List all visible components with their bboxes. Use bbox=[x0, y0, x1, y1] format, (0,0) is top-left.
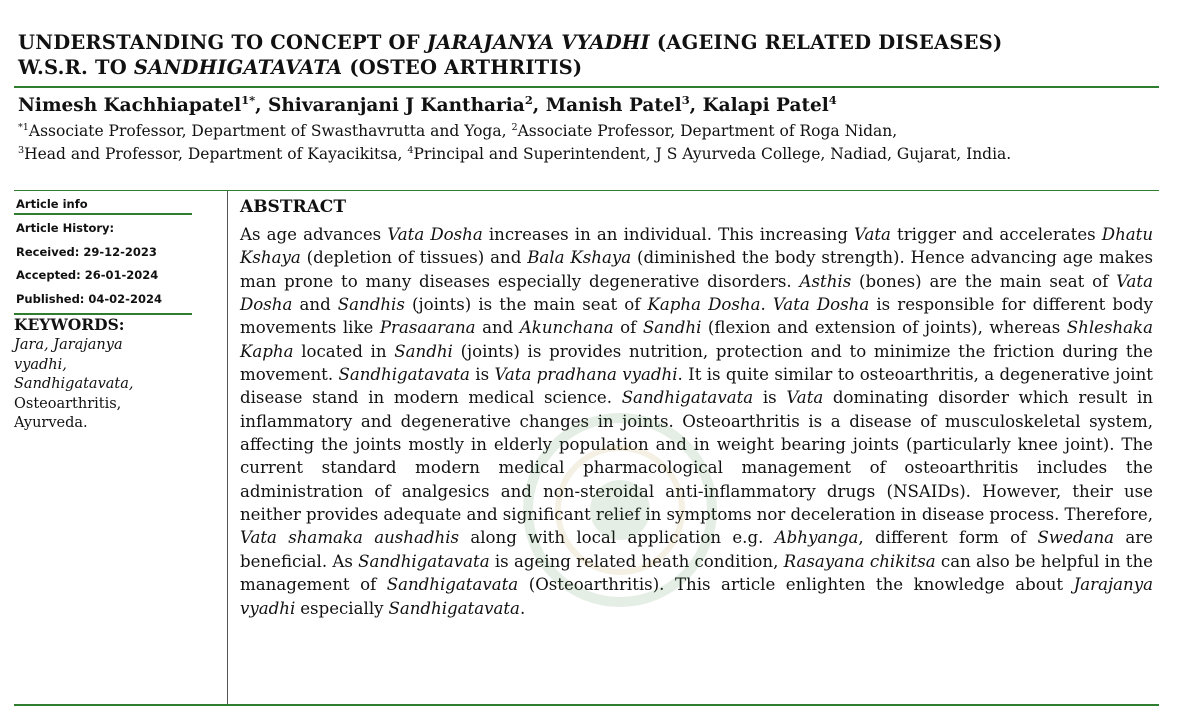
affil-text: Associate Professor, Department of Swasthavrutta and Yoga, bbox=[28, 122, 512, 140]
header-divider bbox=[14, 190, 1159, 191]
title-text: W.S.R. TO bbox=[18, 56, 134, 79]
abstract-text: and bbox=[475, 318, 520, 338]
title-italic: SANDHIGATAVATA bbox=[133, 56, 343, 79]
abstract-italic-term: Prasaarana bbox=[379, 318, 476, 338]
article-title bbox=[18, 30, 1168, 80]
abstract-text: (joints) is provides nutrition, protection and to minimize the friction during the movement. bbox=[240, 341, 1153, 385]
abstract-italic-term: Rasayana chikitsa bbox=[783, 551, 936, 571]
footer-divider bbox=[14, 704, 1159, 706]
abstract-italic-term: Sandhi bbox=[394, 341, 453, 361]
abstract-text: dominating disorder which result in inflammatory and degenerative changes in joints. Osteoarthritis is a disease of musculoskeletal system, affecting the joints mostly in elderly population and in weight bearing joints (particularly knee joint). The current standard modern medical pharmacological management of osteoarthritis includes the administration of analgesics and non-steroidal anti-inflammatory drugs (NSAIDs). However, their use neither provides adequate and significant relief in symptoms nor deceleration in disease process. Therefore, bbox=[240, 388, 1153, 525]
history-label: Article History: bbox=[16, 221, 115, 235]
abstract-text: are beneficial. As bbox=[240, 528, 1153, 571]
abstract-italic-term: Sandhigatavata bbox=[388, 598, 520, 618]
article-info-heading: Article info bbox=[16, 197, 88, 211]
author[interactable] bbox=[267, 92, 546, 116]
abstract-italic-term: Jarajanya vyadhi bbox=[240, 575, 1153, 618]
abstract-italic-term: Sandhigatavata bbox=[621, 388, 754, 408]
abstract-text: is bbox=[469, 365, 495, 385]
title-text: UNDERSTANDING TO CONCEPT OF bbox=[18, 31, 427, 54]
affil-text: Principal and Superintendent, J S Ayurveda College, Nadiad, Gujarat, India. bbox=[413, 144, 1012, 163]
abstract-italic-term: Vata bbox=[854, 225, 891, 244]
abstract-text: and bbox=[292, 295, 338, 315]
abstract-italic-term: Asthis bbox=[799, 271, 852, 291]
affil-sup: 3 bbox=[18, 144, 25, 156]
abstract-heading: ABSTRACT bbox=[240, 197, 346, 217]
title-line-1 bbox=[18, 30, 1168, 55]
author-sup: 3 bbox=[681, 92, 690, 107]
title-text: (OSTEO ARTHRITIS) bbox=[342, 56, 583, 79]
abstract-italic-term: Sandhigatavata bbox=[386, 575, 519, 595]
abstract-italic-term: Vata shamaka aushadhis bbox=[240, 528, 460, 548]
abstract-text: increases in an individual. This increasing bbox=[482, 225, 854, 244]
author-name: Shivaranjani J Kantharia bbox=[267, 95, 525, 116]
author-sep: , bbox=[255, 95, 268, 116]
abstract-text: , different form of bbox=[858, 528, 1038, 548]
abstract-italic-term: Vata pradhana vyadhi bbox=[494, 365, 678, 385]
abstract-text: especially bbox=[295, 598, 389, 618]
column-divider bbox=[227, 191, 228, 704]
keyword-plain: Osteoarthritis, Ayurveda. bbox=[14, 395, 122, 431]
abstract-italic-term: Dhatu Kshaya bbox=[240, 225, 1154, 268]
abstract-body bbox=[240, 223, 1153, 620]
accepted-date: Accepted: 26-01-2024 bbox=[16, 268, 159, 282]
author-sup: 1* bbox=[241, 92, 256, 107]
abstract-italic-term: Shleshaka Kapha bbox=[240, 318, 1153, 361]
keywords-heading: KEYWORDS: bbox=[14, 315, 125, 334]
abstract-italic-term: Bala Kshaya bbox=[527, 248, 632, 268]
author-name: Kalapi Patel bbox=[702, 95, 829, 116]
abstract-italic-term: Akunchana bbox=[519, 318, 614, 338]
article-info-sidebar bbox=[14, 193, 226, 434]
author[interactable] bbox=[18, 92, 268, 116]
affiliations bbox=[18, 120, 1128, 165]
author-sup: 4 bbox=[828, 92, 837, 107]
abstract-italic-term: Kapha Dosha bbox=[647, 295, 761, 315]
abstract-italic-term: Sandhigatavata bbox=[358, 551, 490, 571]
keyword-italic: Jara, Jarajanya vyadhi, Sandhigatavata, bbox=[14, 337, 134, 392]
abstract-italic-term: Abhyanga bbox=[774, 528, 859, 548]
abstract-italic-term: Vata Dosha bbox=[240, 271, 1153, 315]
abstract-text: is responsible for different body movements like bbox=[240, 295, 1154, 338]
author[interactable] bbox=[545, 92, 703, 116]
abstract-text: is ageing related heath condition, bbox=[489, 551, 784, 571]
abstract-text: . bbox=[519, 598, 526, 618]
abstract-text: located in bbox=[293, 341, 395, 361]
affil-sup: 2 bbox=[511, 121, 518, 133]
abstract-italic-term: Sandhigatavata bbox=[338, 365, 470, 385]
received-date: Received: 29-12-2023 bbox=[16, 244, 157, 259]
abstract-text: of bbox=[613, 318, 643, 338]
author-name: Nimesh Kachhiapatel bbox=[18, 95, 242, 116]
keywords-list bbox=[14, 336, 174, 434]
affil-sup: 4 bbox=[407, 144, 414, 156]
abstract-text: . It is quite similar to osteoarthritis, a degenerative joint disease stand in modern medical science. bbox=[240, 365, 1153, 408]
abstract-text: along with local application e.g. bbox=[459, 528, 775, 548]
abstract-text: trigger and accelerates bbox=[890, 225, 1102, 244]
article-history bbox=[14, 217, 226, 311]
author-sup: 2 bbox=[524, 92, 533, 107]
abstract-text: (Osteoarthritis). This article enlighten the knowledge about bbox=[518, 575, 1074, 595]
abstract-italic-term: Vata Dosha bbox=[387, 225, 483, 244]
abstract-text: . bbox=[760, 295, 773, 315]
affil-text: Associate Professor, Department of Roga Nidan, bbox=[517, 122, 898, 140]
abstract-text: (diminished the body strength). Hence advancing age makes man prone to many diseases especially degenerative disorders. bbox=[240, 248, 1153, 291]
author-list bbox=[18, 94, 1168, 118]
title-italic: JARAJANYA VYADHI bbox=[426, 31, 650, 54]
article-info-divider bbox=[14, 213, 192, 215]
affil-sup: *1 bbox=[18, 121, 29, 133]
abstract-italic-term: Vata Dosha bbox=[772, 295, 870, 315]
abstract-text: As age advances bbox=[240, 225, 388, 244]
abstract-italic-term: Sandhi bbox=[642, 318, 702, 338]
author[interactable] bbox=[702, 92, 837, 116]
abstract-text: can also be helpful in the management of bbox=[240, 551, 1153, 595]
title-divider bbox=[14, 86, 1159, 88]
abstract-text: (joints) is the main seat of bbox=[404, 295, 648, 315]
abstract-text: (depletion of tissues) and bbox=[300, 248, 528, 268]
abstract-italic-term: Sandhis bbox=[337, 295, 405, 315]
author-name: Manish Patel bbox=[545, 95, 682, 116]
title-text: (AGEING RELATED DISEASES) bbox=[649, 31, 1003, 54]
title-line-2 bbox=[18, 55, 1168, 80]
abstract-italic-term: Swedana bbox=[1037, 528, 1115, 548]
author-sep: , bbox=[532, 95, 546, 116]
abstract-italic-term: Vata bbox=[786, 388, 824, 408]
abstract-text: (flexion and extension of joints), whereas bbox=[701, 318, 1067, 338]
abstract-text: (bones) are the main seat of bbox=[851, 271, 1117, 291]
abstract-text: is bbox=[753, 388, 787, 408]
author-sep: , bbox=[689, 95, 703, 116]
affil-text: Head and Professor, Department of Kayacikitsa, bbox=[24, 144, 408, 163]
published-date: Published: 04-02-2024 bbox=[16, 291, 162, 306]
